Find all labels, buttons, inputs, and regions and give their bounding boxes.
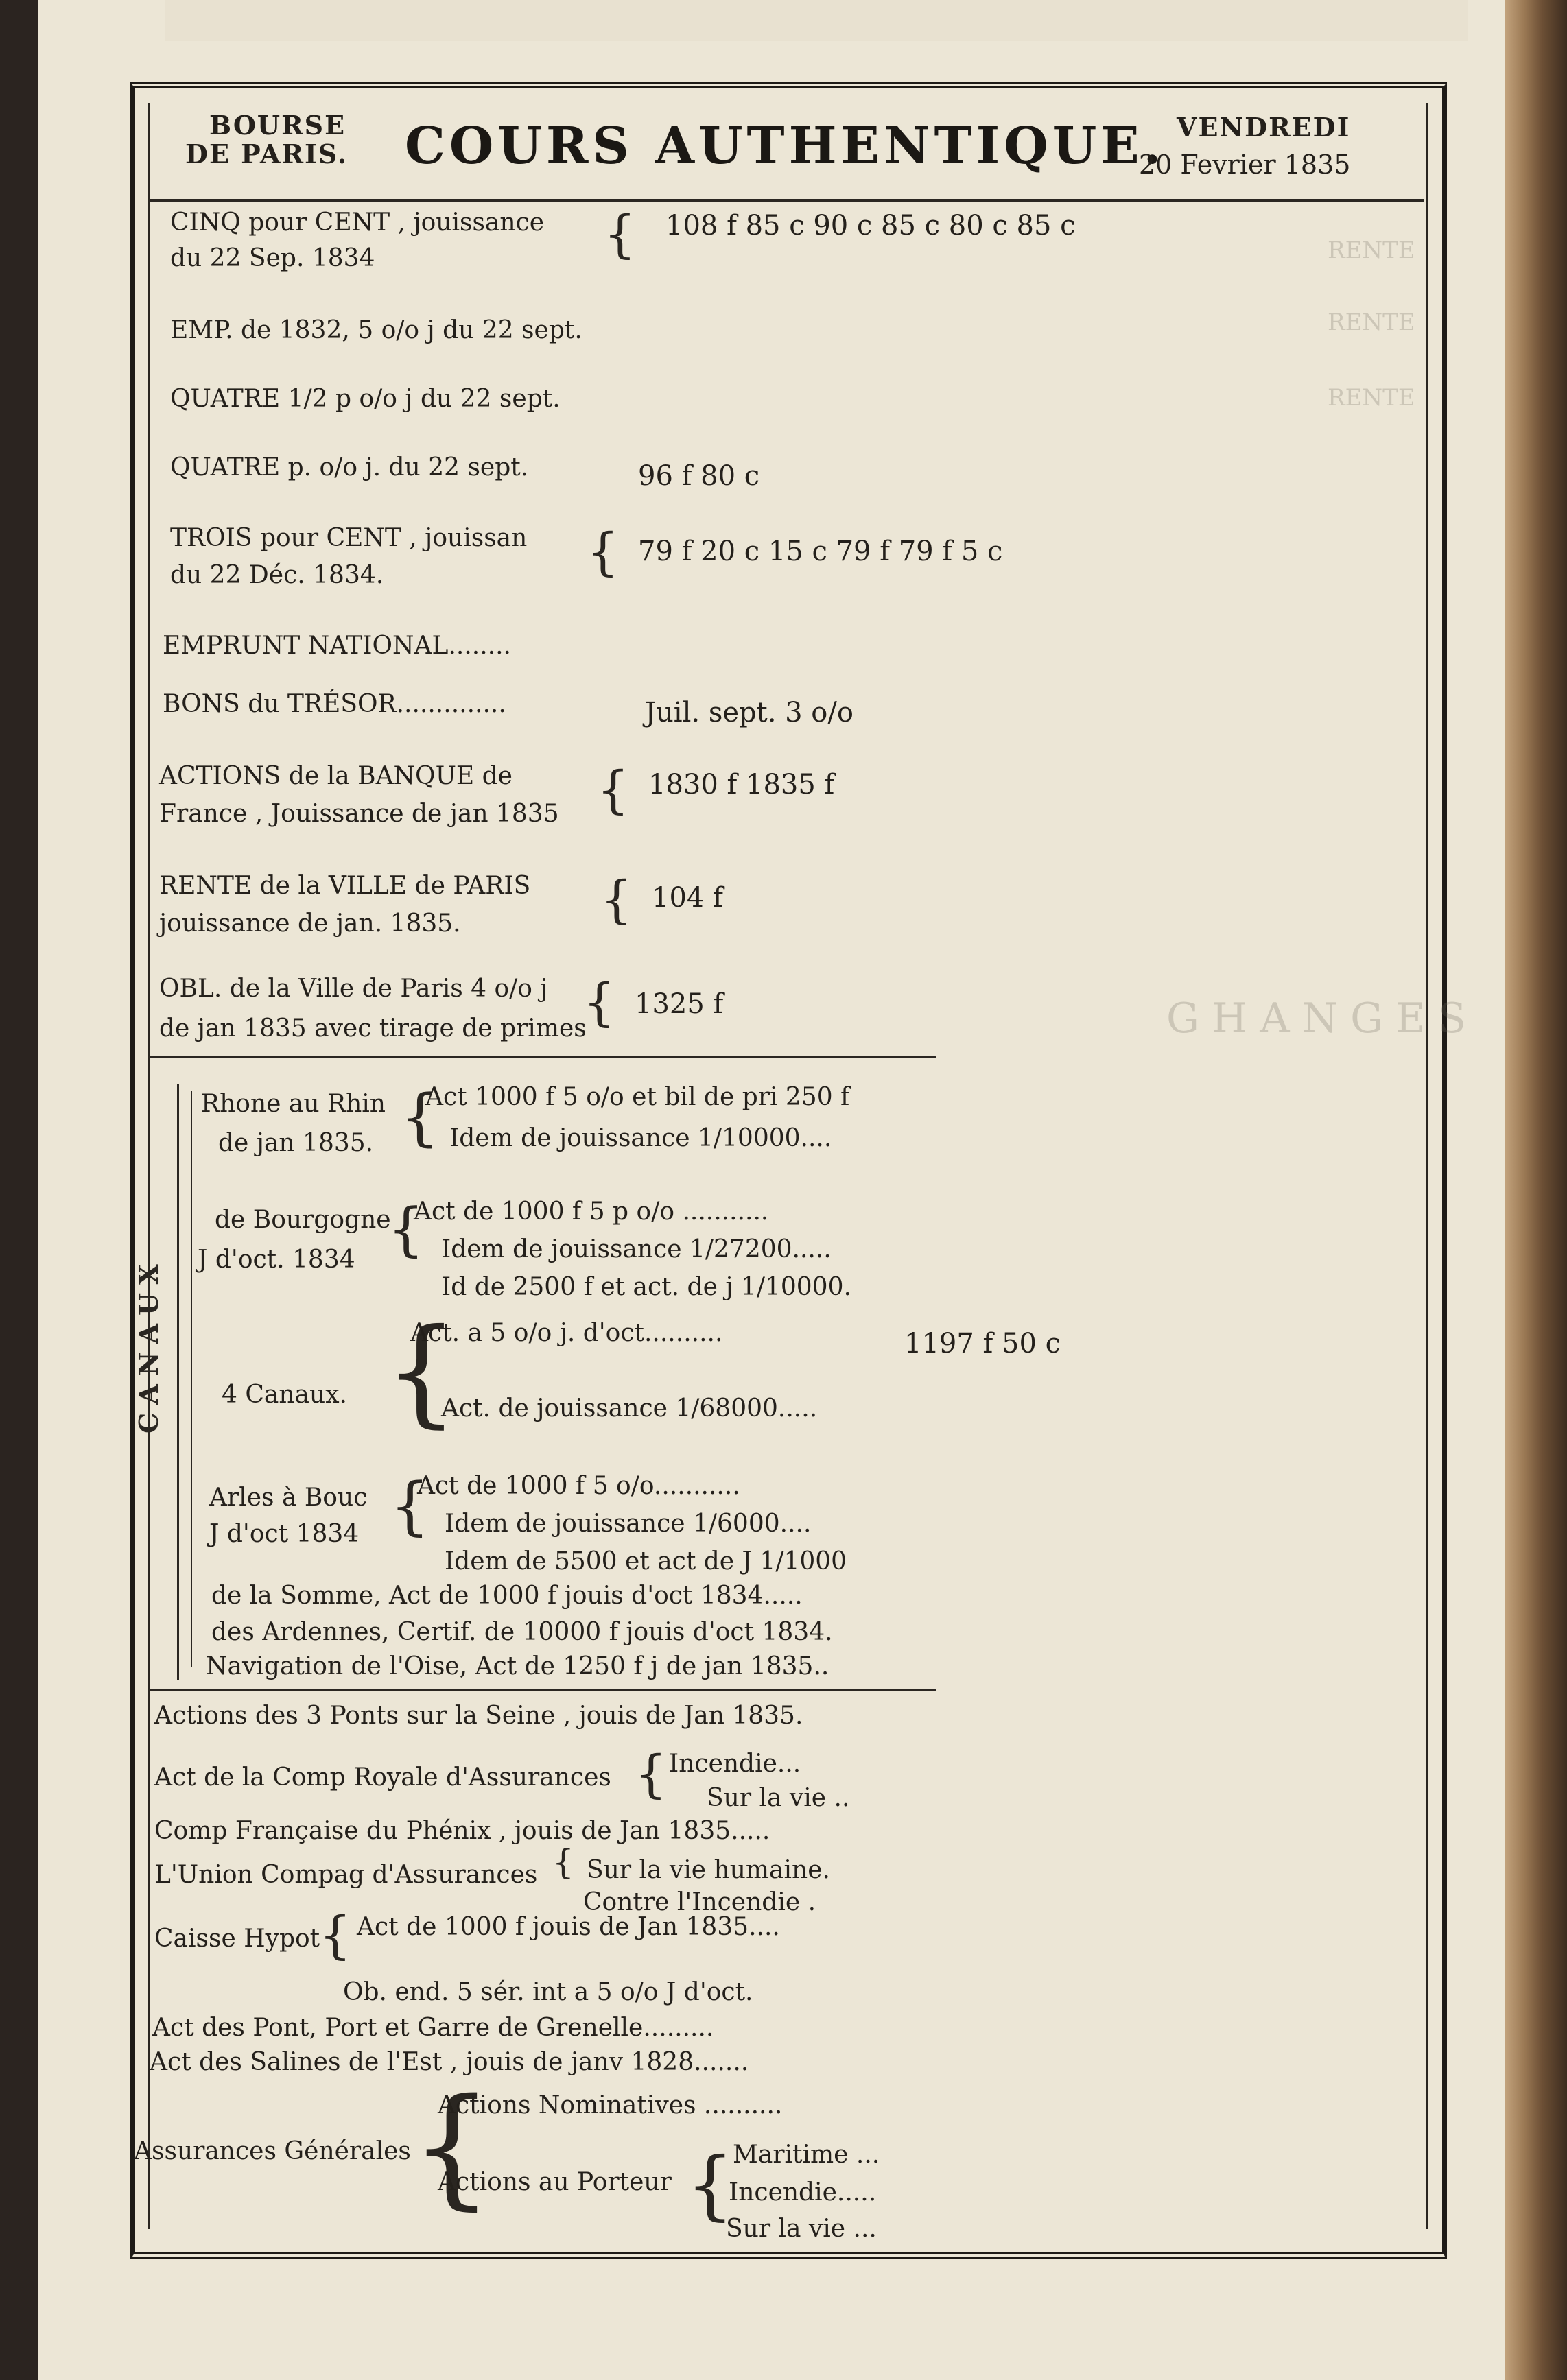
action-label: Assurances Générales [134, 2137, 411, 2165]
canaux-bracket-line [177, 1084, 179, 1680]
header-date: 20 Fevrier 1835 [1139, 150, 1351, 180]
bleed-through-text: RENTE [1328, 237, 1415, 264]
canal-line: Idem de jouissance 1/6000.... [445, 1510, 812, 1538]
header-bourse: BOURSE [209, 110, 346, 141]
brace: { [583, 973, 616, 1032]
brace: { [686, 2141, 734, 2228]
action-label: Actions au Porteur [438, 2168, 672, 2196]
canaux-label: CANAUX [133, 1256, 164, 1433]
canal-date: J d'oct 1834 [209, 1520, 360, 1548]
action-item: Act de 1000 f jouis de Jan 1835.... [357, 1913, 780, 1941]
page-top-margin [165, 0, 1468, 41]
brace: { [635, 1745, 668, 1804]
rente-quote: Juil. sept. 3 o/o [645, 697, 853, 728]
canal-name: 4 Canaux. [222, 1381, 347, 1409]
canal-line: Act 1000 f 5 o/o et bil de pri 250 f [425, 1083, 850, 1111]
canal-date: J d'oct. 1834 [198, 1246, 355, 1274]
canal-line: Act. a 5 o/o j. d'oct.......... [410, 1319, 723, 1347]
page-title: COURS AUTHENTIQUE. [405, 117, 1166, 176]
rente-quote: 1325 f [635, 988, 724, 1020]
canal-line: Idem de 5500 et act de J 1/1000 [445, 1547, 847, 1575]
rente-label: OBL. de la Ville de Paris 4 o/o j [159, 975, 548, 1003]
rente-label: ACTIONS de la BANQUE de [159, 762, 512, 790]
brace: { [388, 1195, 425, 1263]
brace: { [400, 1082, 440, 1154]
section-rule [148, 1056, 936, 1058]
rente-label-sub: du 22 Déc. 1834. [170, 561, 384, 589]
bleed-through-text: RENTE [1328, 309, 1415, 336]
canal-name: de Bourgogne [215, 1206, 391, 1234]
rente-label: EMPRUNT NATIONAL........ [163, 632, 511, 660]
canal-line: Idem de jouissance 1/27200..... [441, 1235, 832, 1263]
rente-label: TROIS pour CENT , jouissan [170, 524, 528, 552]
left-page-edge [0, 0, 38, 2380]
action-line: Act des Salines de l'Est , jouis de janv 1828....... [150, 2048, 749, 2076]
action-item: Incendie... [669, 1750, 801, 1778]
canal-name: Arles à Bouc [209, 1484, 368, 1512]
canal-extra-line: de la Somme, Act de 1000 f jouis d'oct 1834..... [211, 1582, 803, 1610]
rente-label-sub: de jan 1835 avec tirage de primes [159, 1014, 587, 1043]
rente-label: RENTE de la VILLE de PARIS [159, 872, 531, 900]
rente-label: QUATRE 1/2 p o/o j du 22 sept. [170, 385, 561, 413]
action-item: Maritime ... [733, 2141, 880, 2169]
rente-quote: 108 f 85 c 90 c 85 c 80 c 85 c [665, 210, 1076, 241]
rente-label-sub: France , Jouissance de jan 1835 [159, 800, 559, 828]
canal-line: Id de 2500 f et act. de j 1/10000. [441, 1273, 851, 1301]
rente-label-sub: jouissance de jan. 1835. [159, 909, 461, 938]
action-line: Comp Française du Phénix , jouis de Jan 1835..... [154, 1817, 770, 1845]
canal-extra-line: Navigation de l'Oise, Act de 1250 f j de jan 1835.. [206, 1652, 829, 1680]
canal-line: Act de 1000 f 5 o/o........... [417, 1472, 740, 1500]
rente-quote: 79 f 20 c 15 c 79 f 79 f 5 c [638, 536, 1003, 567]
canal-quote: 1197 f 50 c [904, 1328, 1061, 1359]
brace: { [410, 2071, 493, 2222]
bleed-through-text: RENTE [1328, 384, 1415, 412]
rente-label: QUATRE p. o/o j. du 22 sept. [170, 453, 529, 481]
action-label: Caisse Hypot [154, 1925, 320, 1953]
section-rule [148, 1689, 936, 1691]
brace: { [319, 1906, 352, 1965]
rente-label: BONS du TRÉSOR.............. [163, 690, 506, 718]
brace: { [597, 761, 630, 820]
rente-quote: 104 f [652, 882, 723, 914]
rente-label: CINQ pour CENT , jouissance [170, 209, 545, 237]
action-item: Actions Nominatives .......... [438, 2091, 783, 2119]
header-de-paris: DE PARIS. [185, 139, 349, 169]
canal-line: Idem de jouissance 1/10000.... [449, 1124, 832, 1152]
rente-label-sub: du 22 Sep. 1834 [170, 244, 375, 272]
action-label: Act de la Comp Royale d'Assurances [154, 1763, 611, 1792]
brace: { [587, 523, 620, 582]
header-day: VENDREDI [1177, 112, 1351, 143]
bleed-through-text: GHANGES [1166, 995, 1478, 1043]
canal-line: Act. de jouissance 1/68000..... [441, 1394, 818, 1423]
header-rule [148, 199, 1424, 202]
rente-quote: 96 f 80 c [638, 460, 760, 492]
canal-line: Act de 1000 f 5 p o/o ........... [414, 1198, 769, 1226]
brace: { [384, 1304, 459, 1440]
action-line: Act des Pont, Port et Garre de Grenelle......... [152, 2014, 714, 2042]
canal-date: de jan 1835. [218, 1129, 374, 1157]
action-item: Sur la vie humaine. [587, 1856, 830, 1884]
action-item: Contre l'Incendie . [583, 1888, 816, 1916]
canal-name: Rhone au Rhin [201, 1090, 386, 1118]
action-line: Actions des 3 Ponts sur la Seine , jouis de Jan 1835. [154, 1702, 803, 1730]
action-item: Sur la vie .. [707, 1784, 850, 1812]
brace: { [552, 1842, 574, 1882]
rente-quote: 1830 f 1835 f [648, 769, 835, 800]
book-spine [1505, 0, 1567, 2380]
brace: { [390, 1469, 430, 1543]
brace: { [600, 870, 633, 929]
rente-label: EMP. de 1832, 5 o/o j du 22 sept. [170, 316, 582, 344]
action-item: Incendie..... [729, 2178, 877, 2206]
brace: { [604, 205, 637, 264]
action-line: Ob. end. 5 sér. int a 5 o/o J d'oct. [343, 1978, 753, 2006]
action-label: L'Union Compag d'Assurances [154, 1861, 538, 1889]
action-item: Sur la vie ... [726, 2215, 877, 2243]
canaux-bracket-line [191, 1091, 192, 1667]
canal-extra-line: des Ardennes, Certif. de 10000 f jouis d'oct 1834. [211, 1618, 833, 1646]
